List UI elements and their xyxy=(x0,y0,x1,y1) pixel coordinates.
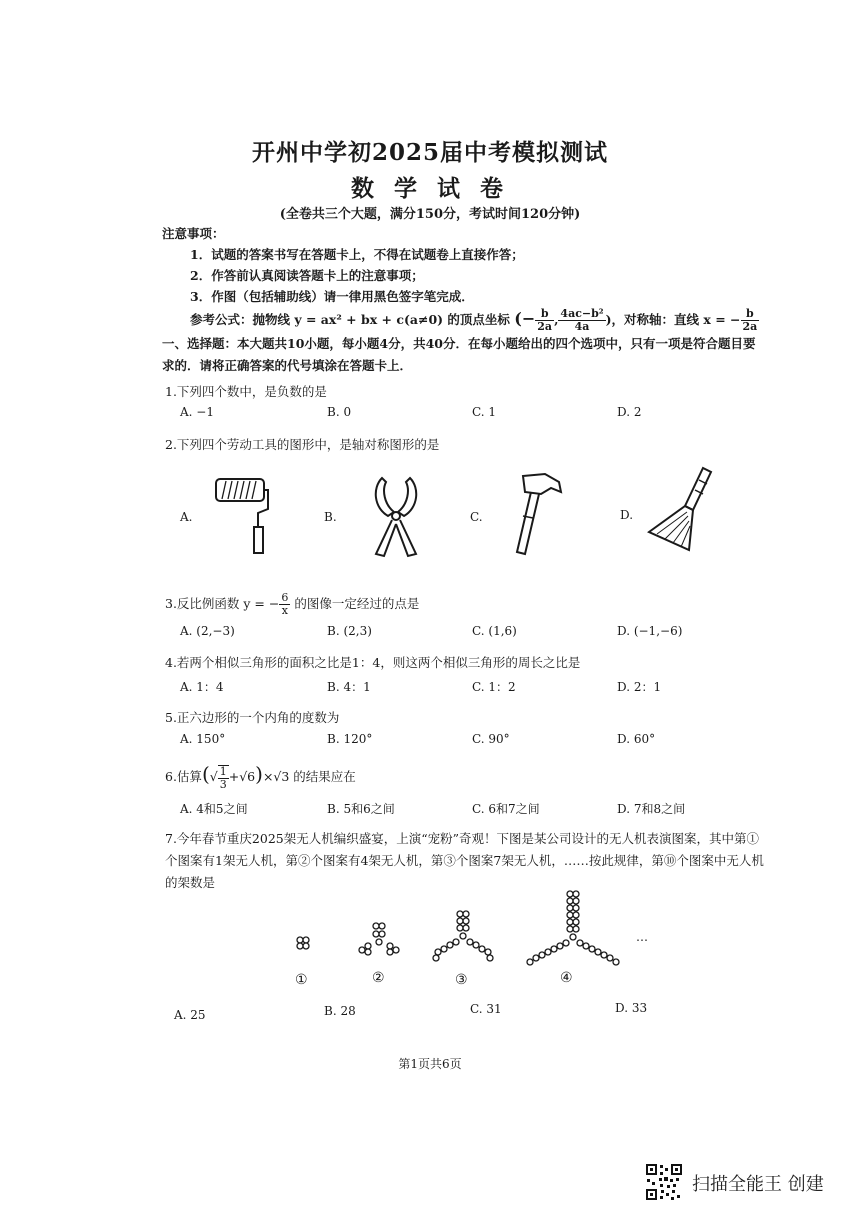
q1-option-b: B. 0 xyxy=(327,405,352,419)
formula-lead: 参考公式：抛物线 y = ax² + bx + c(a≠0) 的顶点坐标 xyxy=(190,312,510,327)
q2-label-b: B. xyxy=(324,510,337,524)
q6-option-d: D. 7和8之间 xyxy=(617,802,686,816)
drone-pattern-2 xyxy=(359,923,399,955)
pruning-shears-icon xyxy=(368,472,424,558)
page-number: 第1页共6页 xyxy=(398,1057,462,1071)
q5-option-a: A. 150° xyxy=(180,732,226,746)
question-6-stem: 6.估算(√ $\frac{1}{3}$ +√6)×√3 的结果应在 xyxy=(165,762,356,791)
q3-option-d: D. (−1,−6) xyxy=(617,624,683,638)
paint-roller-icon xyxy=(212,475,272,555)
q7-option-d: D. 33 xyxy=(615,1001,648,1015)
notes-heading: 注意事项： xyxy=(162,226,225,241)
figure-label-4: ④ xyxy=(560,970,573,986)
q7-option-a: A. 25 xyxy=(174,1008,206,1022)
exam-title: 开州中学初2025届中考模拟测试 xyxy=(251,139,608,166)
note-item-1: 1．试题的答案书写在答题卡上，不得在试题卷上直接作答； xyxy=(190,247,524,262)
formula-vertex-open: (− xyxy=(514,309,536,328)
q5-option-c: C. 90° xyxy=(472,732,510,746)
q6-option-c: C. 6和7之间 xyxy=(472,802,540,816)
q2-label-a: A. xyxy=(180,510,193,524)
q4-option-a: A. 1：4 xyxy=(180,680,224,694)
scanner-watermark: 扫描全能王 创建 xyxy=(692,1174,824,1195)
q2-label-d: D. xyxy=(620,508,634,522)
q4-option-c: C. 1：2 xyxy=(472,680,516,694)
q1-option-a: A. −1 xyxy=(180,405,214,419)
q6-root-fraction: $\frac{1}{3}$ xyxy=(219,764,227,791)
q5-option-d: D. 60° xyxy=(617,732,656,746)
figure-ellipsis: … xyxy=(636,930,648,944)
q3-option-c: C. (1,6) xyxy=(472,624,517,638)
exam-info: (全卷共三个大题，满分150分，考试时间120分钟) xyxy=(279,207,581,222)
formula-frac-b-2a: $\frac{b}{2a}$ xyxy=(537,307,553,333)
question-3-stem: 3.反比例函数 y = − $\frac{6}{x}$ 的图像一定经过的点是 xyxy=(165,591,420,617)
q7-option-b: B. 28 xyxy=(324,1004,356,1018)
q2-label-c: C. xyxy=(470,510,483,524)
q6-option-b: B. 5和6之间 xyxy=(327,802,395,816)
q1-option-d: D. 2 xyxy=(617,405,642,419)
drone-pattern-figure xyxy=(280,890,660,990)
note-item-2: 2．作答前认真阅读答题卡上的注意事项； xyxy=(190,268,424,283)
q5-option-b: B. 120° xyxy=(327,732,373,746)
qr-code-icon xyxy=(645,1163,683,1201)
formula-frac-axis: $\frac{b}{2a}$ xyxy=(742,307,758,333)
drone-pattern-1 xyxy=(297,937,309,949)
formula-frac-4ac: $\frac{\text{4ac−b²}}{4a}$ xyxy=(560,307,604,333)
figure-label-1: ① xyxy=(295,972,308,988)
hammer-icon xyxy=(505,470,569,556)
q3-option-b: B. (2,3) xyxy=(327,624,372,638)
q3-fraction: $\frac{6}{x}$ xyxy=(281,591,289,617)
exam-subtitle: 数 学 试 卷 xyxy=(350,175,510,202)
q6-option-a: A. 4和5之间 xyxy=(180,802,248,816)
q4-option-d: D. 2：1 xyxy=(617,680,662,694)
question-5-stem: 5.正六边形的一个内角的度数为 xyxy=(165,710,340,725)
section-instructions: 一、选择题：本大题共10小题，每小题4分，共40分．在每小题给出的四个选项中，只有一项是符合题目要求的．请将正确答案的代号填涂在答题卡上． xyxy=(162,336,756,373)
question-2-stem: 2.下列四个劳动工具的图形中，是轴对称图形的是 xyxy=(165,437,440,452)
formula-axis: )，对称轴：直线 x = − xyxy=(605,312,741,327)
q4-option-b: B. 4：1 xyxy=(327,680,371,694)
question-7-stem: 7.今年春节重庆2025架无人机编织盛宴，上演“宠粉”奇观！下图是某公司设计的无人机表演图案，其中第①个图案有1架无人机，第②个图案有4架无人机，第③个图案7架无人机，……按此规律，第⑩个图案中无人机的架数是 xyxy=(165,831,764,890)
q3-option-a: A. (2,−3) xyxy=(180,624,235,638)
q7-option-c: C. 31 xyxy=(470,1002,502,1016)
question-4-stem: 4.若两个相似三角形的面积之比是1：4，则这两个相似三角形的周长之比是 xyxy=(165,655,581,670)
drone-pattern-4 xyxy=(527,891,619,965)
note-item-3: 3．作图（包括辅助线）请一律用黑色签字笔完成． xyxy=(190,289,474,304)
q1-option-c: C. 1 xyxy=(472,405,497,419)
figure-label-2: ② xyxy=(372,970,385,986)
figure-label-3: ③ xyxy=(455,972,468,988)
broom-icon xyxy=(645,466,717,556)
reference-formula: 参考公式：抛物线 y = ax² + bx + c(a≠0) 的顶点坐标 (− $\frac{b}{2a}$ , $\frac{\text{4ac−b²}}{4a}$ )，对称轴：直线 x = − $\frac{b}{2a}$ xyxy=(190,307,758,333)
drone-pattern-3 xyxy=(433,911,493,961)
question-1-stem: 1.下列四个数中，是负数的是 xyxy=(165,384,327,399)
